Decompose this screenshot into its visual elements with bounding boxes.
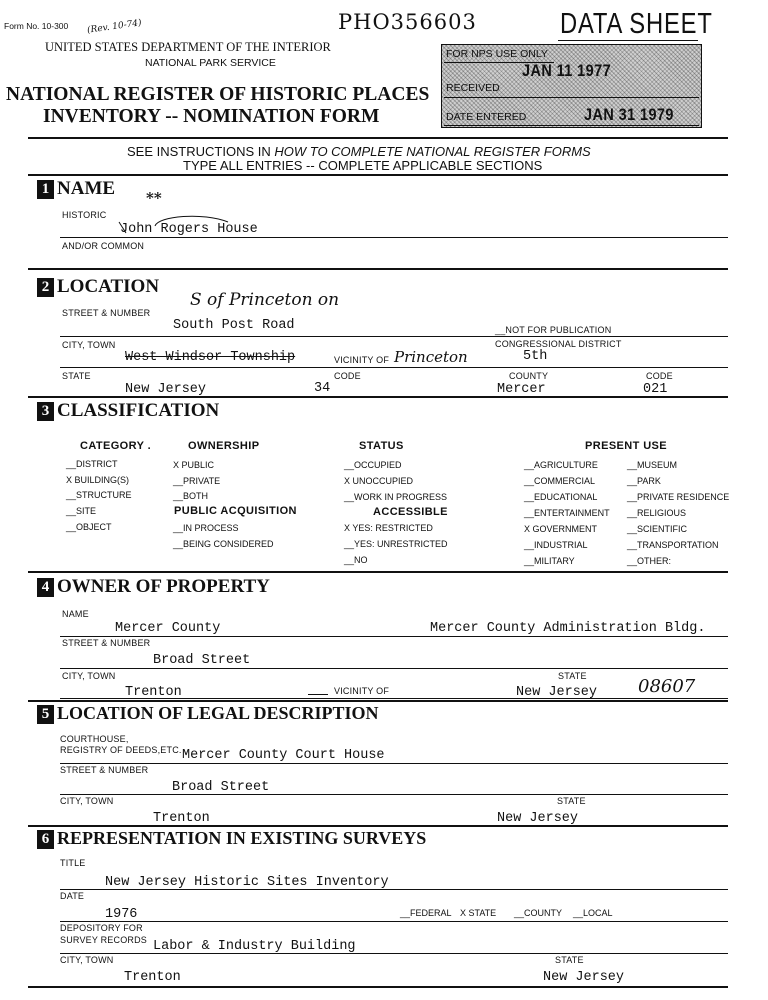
- present-use-option[interactable]: __COMMERCIAL: [524, 476, 596, 486]
- instructions-prefix: SEE INSTRUCTIONS IN: [127, 144, 275, 159]
- section5-rule: [28, 700, 728, 702]
- section3-rule: [28, 396, 728, 398]
- survey-state-value: New Jersey: [543, 970, 625, 985]
- bottom-rule: [28, 986, 728, 988]
- owner-city-value: Trenton: [125, 685, 182, 700]
- section2-heading: [37, 276, 159, 298]
- data-sheet-stamp: DATA SHEET: [560, 8, 713, 40]
- city-line: [60, 367, 728, 368]
- section5-number: 5: [37, 705, 54, 724]
- instructions-line2: TYPE ALL ENTRIES -- COMPLETE APPLICABLE SECTIONS: [183, 158, 543, 173]
- instructions-book-title: HOW TO COMPLETE NATIONAL REGISTER FORMS: [274, 144, 591, 159]
- survey-state-label: STATE: [555, 955, 584, 965]
- legal-street-label: STREET & NUMBER: [60, 765, 149, 775]
- congressional-value: 5th: [523, 349, 548, 364]
- accessible-option[interactable]: X YES: RESTRICTED: [344, 523, 433, 533]
- owner-name-line: [60, 636, 728, 637]
- owner-street-value: Broad Street: [153, 653, 251, 668]
- handwritten-asterisks: **: [146, 189, 162, 207]
- depository-label1: DEPOSITORY FOR: [60, 923, 143, 933]
- present-use-heading: PRESENT USE: [585, 440, 668, 452]
- received-label: RECEIVED: [446, 82, 500, 94]
- state-label: STATE: [62, 371, 91, 381]
- section1-title: NAME: [57, 178, 116, 199]
- status-option[interactable]: __WORK IN PROGRESS: [344, 492, 448, 502]
- owner-name-value2: Mercer County Administration Bldg.: [430, 621, 706, 636]
- city-value: West Windsor Township: [125, 350, 296, 365]
- reference-number: PHO356603: [338, 10, 477, 34]
- nps-use-box: [441, 44, 702, 128]
- courthouse-label2: REGISTRY OF DEEDS,ETC.: [60, 745, 182, 755]
- survey-title-line: [60, 889, 728, 890]
- ownership-option[interactable]: __BOTH: [173, 491, 209, 501]
- present-use-option[interactable]: __INDUSTRIAL: [524, 540, 588, 550]
- form-title-line1: NATIONAL REGISTER OF HISTORIC PLACES: [6, 84, 430, 105]
- owner-vicinity-label: VICINITY OF: [334, 686, 390, 696]
- legal-state-label: STATE: [557, 796, 586, 806]
- street-handwritten-note: S of Princeton on: [190, 290, 340, 310]
- status-option[interactable]: X UNOCCUPIED: [344, 476, 414, 486]
- present-use-option[interactable]: __PRIVATE RESIDENCE: [627, 492, 730, 502]
- depository-value: Labor & Industry Building: [153, 939, 356, 954]
- category-heading-text: CATEGORY: [80, 440, 145, 452]
- survey-date-label: DATE: [60, 891, 85, 901]
- county-code-value: 021: [643, 382, 668, 397]
- courthouse-label1: COURTHOUSE,: [60, 734, 129, 744]
- form-title-line2: INVENTORY -- NOMINATION FORM: [43, 106, 380, 127]
- present-use-option[interactable]: __AGRICULTURE: [524, 460, 598, 470]
- category-option[interactable]: __SITE: [66, 506, 97, 516]
- header-rule: [28, 137, 728, 139]
- instructions-rule: [28, 174, 728, 176]
- legal-state-value: New Jersey: [497, 811, 579, 826]
- owner-state-value: New Jersey: [516, 685, 598, 700]
- category-heading: CATEGORY .: [80, 440, 152, 452]
- data-sheet-underline: [558, 40, 698, 41]
- section2-rule: [28, 268, 728, 270]
- survey-level-county[interactable]: __COUNTY: [514, 908, 563, 918]
- status-option[interactable]: __OCCUPIED: [344, 460, 402, 470]
- legal-city-label: CITY, TOWN: [60, 796, 114, 806]
- present-use-option[interactable]: __MILITARY: [524, 556, 575, 566]
- service-name: NATIONAL PARK SERVICE: [145, 57, 276, 69]
- street-value: South Post Road: [173, 318, 295, 333]
- vicinity-label: VICINITY OF: [334, 355, 390, 365]
- section3-title: CLASSIFICATION: [57, 400, 220, 421]
- legal-street-value: Broad Street: [172, 780, 270, 795]
- owner-street-line: [60, 668, 728, 669]
- section3-number: 3: [37, 402, 54, 421]
- vicinity-handwritten: Princeton: [394, 348, 468, 366]
- not-for-publication: __NOT FOR PUBLICATION: [495, 325, 612, 335]
- courthouse-value: Mercer County Court House: [182, 748, 385, 763]
- owner-city-line: [60, 698, 728, 699]
- code-label: CODE: [334, 371, 361, 381]
- form-number: Form No. 10-300: [4, 21, 69, 31]
- category-option[interactable]: X BUILDING(S): [66, 475, 130, 485]
- section6-number: 6: [37, 830, 54, 849]
- category-option[interactable]: __OBJECT: [66, 522, 112, 532]
- present-use-option[interactable]: X GOVERNMENT: [524, 524, 598, 534]
- historic-label: HISTORIC: [62, 210, 107, 220]
- section4-number: 4: [37, 578, 54, 597]
- survey-city-label: CITY, TOWN: [60, 955, 114, 965]
- city-label: CITY, TOWN: [62, 340, 116, 350]
- depository-line: [60, 953, 728, 954]
- received-date: JAN 11 1977: [522, 61, 612, 80]
- acquisition-option[interactable]: __IN PROCESS: [173, 523, 239, 533]
- historic-name-value: John Rogers House: [120, 222, 258, 237]
- street-line: [60, 336, 728, 337]
- owner-city-label: CITY, TOWN: [62, 671, 116, 681]
- owner-name-value: Mercer County: [115, 621, 221, 636]
- legal-street-line: [60, 794, 728, 795]
- street-label: STREET & NUMBER: [62, 308, 151, 318]
- owner-state-label: STATE: [558, 671, 587, 681]
- section5-heading: [37, 703, 379, 724]
- section3-heading: [37, 400, 219, 422]
- present-use-option[interactable]: __TRANSPORTATION: [627, 540, 719, 550]
- entered-underline: [444, 125, 699, 126]
- entered-date: JAN 31 1979: [584, 105, 674, 124]
- present-use-option[interactable]: __RELIGIOUS: [627, 508, 687, 518]
- state-code-value: 34: [314, 381, 331, 396]
- section6-rule: [28, 825, 728, 827]
- department-name: UNITED STATES DEPARTMENT OF THE INTERIOR: [45, 40, 331, 54]
- form-revision: (Rev. 10-74): [86, 18, 143, 36]
- common-label: AND/OR COMMON: [62, 241, 145, 251]
- survey-date-line: [60, 921, 728, 922]
- congressional-label: CONGRESSIONAL DISTRICT: [495, 339, 622, 349]
- owner-vicinity-blank: [308, 694, 328, 695]
- date-entered-label: DATE ENTERED: [446, 111, 527, 123]
- present-use-option[interactable]: __MUSEUM: [627, 460, 678, 470]
- ownership-heading: OWNERSHIP: [188, 440, 260, 452]
- code2-label: CODE: [646, 371, 673, 381]
- survey-date-value: 1976: [105, 907, 138, 922]
- section6-title: REPRESENTATION IN EXISTING SURVEYS: [57, 828, 427, 848]
- present-use-option[interactable]: __PARK: [627, 476, 661, 486]
- survey-level-federal[interactable]: __FEDERAL: [400, 908, 452, 918]
- instructions-line1: [127, 144, 591, 159]
- section1-heading: [37, 178, 115, 200]
- nps-use-label: FOR NPS USE ONLY: [446, 48, 548, 60]
- state-value: New Jersey: [125, 382, 207, 397]
- accessible-option[interactable]: __YES: UNRESTRICTED: [344, 539, 448, 549]
- owner-street-label: STREET & NUMBER: [62, 638, 151, 648]
- category-option[interactable]: __STRUCTURE: [66, 490, 132, 500]
- survey-title-value: New Jersey Historic Sites Inventory: [105, 875, 389, 890]
- owner-zip-handwritten: 08607: [638, 676, 696, 697]
- survey-level-local[interactable]: __LOCAL: [573, 908, 613, 918]
- section4-rule: [28, 571, 728, 573]
- section6-heading: [37, 828, 426, 849]
- depository-label2: SURVEY RECORDS: [60, 935, 147, 945]
- owner-name-label: NAME: [62, 609, 89, 619]
- survey-title-label: TITLE: [60, 858, 86, 868]
- public-acquisition-heading: PUBLIC ACQUISITION: [174, 505, 297, 517]
- county-value: Mercer: [497, 382, 546, 397]
- historic-line: [60, 237, 728, 238]
- accessible-heading: ACCESSIBLE: [373, 506, 448, 518]
- present-use-option[interactable]: __SCIENTIFIC: [627, 524, 688, 534]
- survey-level-state[interactable]: X STATE: [460, 908, 497, 918]
- county-label: COUNTY: [509, 371, 549, 381]
- handwritten-bracket-mark: [118, 212, 233, 234]
- section4-title: OWNER OF PROPERTY: [57, 576, 270, 597]
- legal-city-value: Trenton: [153, 811, 210, 826]
- section5-title: LOCATION OF LEGAL DESCRIPTION: [57, 703, 379, 723]
- present-use-option[interactable]: __OTHER:: [627, 556, 672, 566]
- received-underline: [444, 97, 699, 98]
- courthouse-line: [60, 763, 728, 764]
- present-use-option[interactable]: __EDUCATIONAL: [524, 492, 598, 502]
- status-heading: STATUS: [359, 440, 404, 452]
- section2-title: LOCATION: [57, 276, 160, 297]
- present-use-option[interactable]: __ENTERTAINMENT: [524, 508, 610, 518]
- accessible-option[interactable]: __NO: [344, 555, 368, 565]
- survey-city-value: Trenton: [124, 970, 181, 985]
- acquisition-option[interactable]: __BEING CONSIDERED: [173, 539, 274, 549]
- section2-number: 2: [37, 278, 54, 297]
- category-option[interactable]: __DISTRICT: [66, 459, 118, 469]
- ownership-option[interactable]: X PUBLIC: [173, 460, 215, 470]
- section4-heading: [37, 576, 270, 598]
- ownership-option[interactable]: __PRIVATE: [173, 476, 221, 486]
- section1-number: 1: [37, 180, 54, 199]
